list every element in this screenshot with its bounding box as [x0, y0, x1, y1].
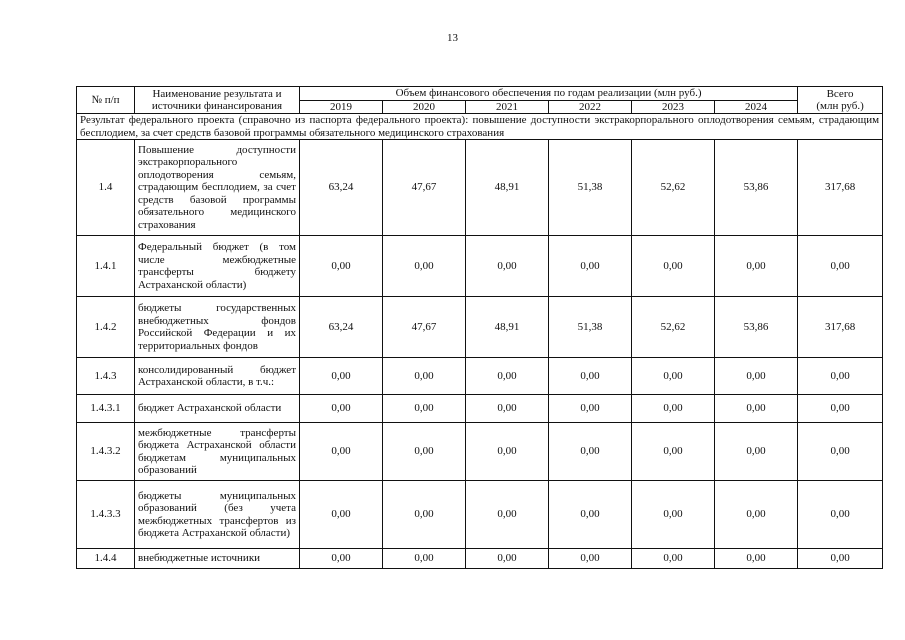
row-value: 53,86	[715, 140, 798, 236]
row-value: 47,67	[383, 297, 466, 358]
header-year: 2019	[300, 100, 383, 114]
header-name-line2: источники финансирования	[151, 100, 283, 112]
row-value: 0,00	[715, 481, 798, 549]
row-value: 0,00	[300, 358, 383, 395]
row-name: бюджеты государственных внебюджетных фондов Российской Федерации и их территориальных фондов	[135, 297, 300, 358]
row-total: 0,00	[798, 236, 883, 297]
row-value: 0,00	[383, 395, 466, 423]
row-value: 63,24	[300, 297, 383, 358]
row-value: 0,00	[300, 481, 383, 549]
row-value: 0,00	[383, 236, 466, 297]
table-row	[77, 236, 883, 297]
row-value: 0,00	[300, 395, 383, 423]
row-value: 0,00	[466, 423, 549, 481]
row-value: 0,00	[549, 549, 632, 569]
row-value: 0,00	[549, 395, 632, 423]
row-value: 0,00	[549, 481, 632, 549]
row-name: бюджет Астраханской области	[135, 395, 300, 423]
row-value: 0,00	[383, 481, 466, 549]
header-volume: Объем финансового обеспечения по годам реализации (млн руб.)	[300, 87, 798, 101]
row-name: Повышение доступности экстракорпорального оплодотворения семьям, страдающим бесплодием, за счет средств базовой программы обязательного медицинского страхования	[135, 140, 300, 236]
table-row	[77, 549, 883, 569]
row-total: 0,00	[798, 358, 883, 395]
row-name: бюджеты муниципальных образований (без учета межбюджетных трансфертов из бюджета Астраханской области)	[135, 481, 300, 549]
header-total-line2: (млн руб.)	[816, 100, 864, 112]
row-value: 0,00	[383, 549, 466, 569]
row-index: 1.4.3.1	[77, 395, 135, 423]
row-value: 0,00	[383, 423, 466, 481]
row-value: 0,00	[466, 358, 549, 395]
row-value: 0,00	[632, 423, 715, 481]
row-index: 1.4.3.3	[77, 481, 135, 549]
financing-table	[76, 86, 883, 569]
row-total: 0,00	[798, 395, 883, 423]
row-total: 0,00	[798, 549, 883, 569]
row-total: 317,68	[798, 297, 883, 358]
row-value: 63,24	[300, 140, 383, 236]
header-total-line1: Всего	[826, 87, 854, 100]
row-value: 0,00	[715, 549, 798, 569]
row-value: 0,00	[466, 481, 549, 549]
header-name	[135, 87, 300, 114]
page-number: 13	[447, 32, 458, 44]
row-name: консолидированный бюджет Астраханской области, в т.ч.:	[135, 358, 300, 395]
row-value: 0,00	[300, 236, 383, 297]
row-index: 1.4	[77, 140, 135, 236]
table-row	[77, 297, 883, 358]
row-value: 0,00	[632, 481, 715, 549]
row-value: 53,86	[715, 297, 798, 358]
row-index: 1.4.4	[77, 549, 135, 569]
header-year: 2023	[632, 100, 715, 114]
row-name: внебюджетные источники	[135, 549, 300, 569]
row-value: 0,00	[466, 549, 549, 569]
row-value: 0,00	[632, 236, 715, 297]
row-value: 52,62	[632, 140, 715, 236]
row-value: 0,00	[632, 549, 715, 569]
row-index: 1.4.2	[77, 297, 135, 358]
row-value: 0,00	[549, 423, 632, 481]
header-year: 2024	[715, 100, 798, 114]
row-value: 48,91	[466, 140, 549, 236]
row-value: 0,00	[632, 395, 715, 423]
table-row	[77, 358, 883, 395]
row-value: 51,38	[549, 297, 632, 358]
row-value: 0,00	[715, 395, 798, 423]
header-name-line1: Наименование результата и	[152, 87, 282, 100]
table-row	[77, 395, 883, 423]
row-index: 1.4.1	[77, 236, 135, 297]
row-total: 0,00	[798, 423, 883, 481]
row-value: 0,00	[383, 358, 466, 395]
row-value: 0,00	[715, 358, 798, 395]
row-value: 52,62	[632, 297, 715, 358]
row-index: 1.4.3.2	[77, 423, 135, 481]
header-index: № п/п	[77, 87, 135, 114]
row-value: 0,00	[300, 549, 383, 569]
row-name: Федеральный бюджет (в том числе межбюджетные трансферты бюджету Астраханской области)	[135, 236, 300, 297]
row-value: 0,00	[300, 423, 383, 481]
table-row	[77, 481, 883, 549]
row-value: 0,00	[466, 236, 549, 297]
row-name: межбюджетные трансферты бюджета Астраханской области бюджетам муниципальных образований	[135, 423, 300, 481]
header-total	[798, 87, 883, 114]
table-row	[77, 140, 883, 236]
row-value: 0,00	[715, 236, 798, 297]
row-total: 317,68	[798, 140, 883, 236]
row-value: 0,00	[466, 395, 549, 423]
row-value: 0,00	[549, 236, 632, 297]
header-year: 2020	[383, 100, 466, 114]
table-row	[77, 423, 883, 481]
row-value: 48,91	[466, 297, 549, 358]
header-year: 2022	[549, 100, 632, 114]
row-value: 51,38	[549, 140, 632, 236]
row-value: 47,67	[383, 140, 466, 236]
row-total: 0,00	[798, 481, 883, 549]
section-title: Результат федерального проекта (справочно из паспорта федерального проекта): повышение доступности экстракорпорального оплодотворения семьям, страдающим бесплодием, за счет средств базовой программы обязательного медицинского страхования	[77, 114, 883, 140]
row-value: 0,00	[632, 358, 715, 395]
row-index: 1.4.3	[77, 358, 135, 395]
row-value: 0,00	[549, 358, 632, 395]
row-value: 0,00	[715, 423, 798, 481]
header-year: 2021	[466, 100, 549, 114]
